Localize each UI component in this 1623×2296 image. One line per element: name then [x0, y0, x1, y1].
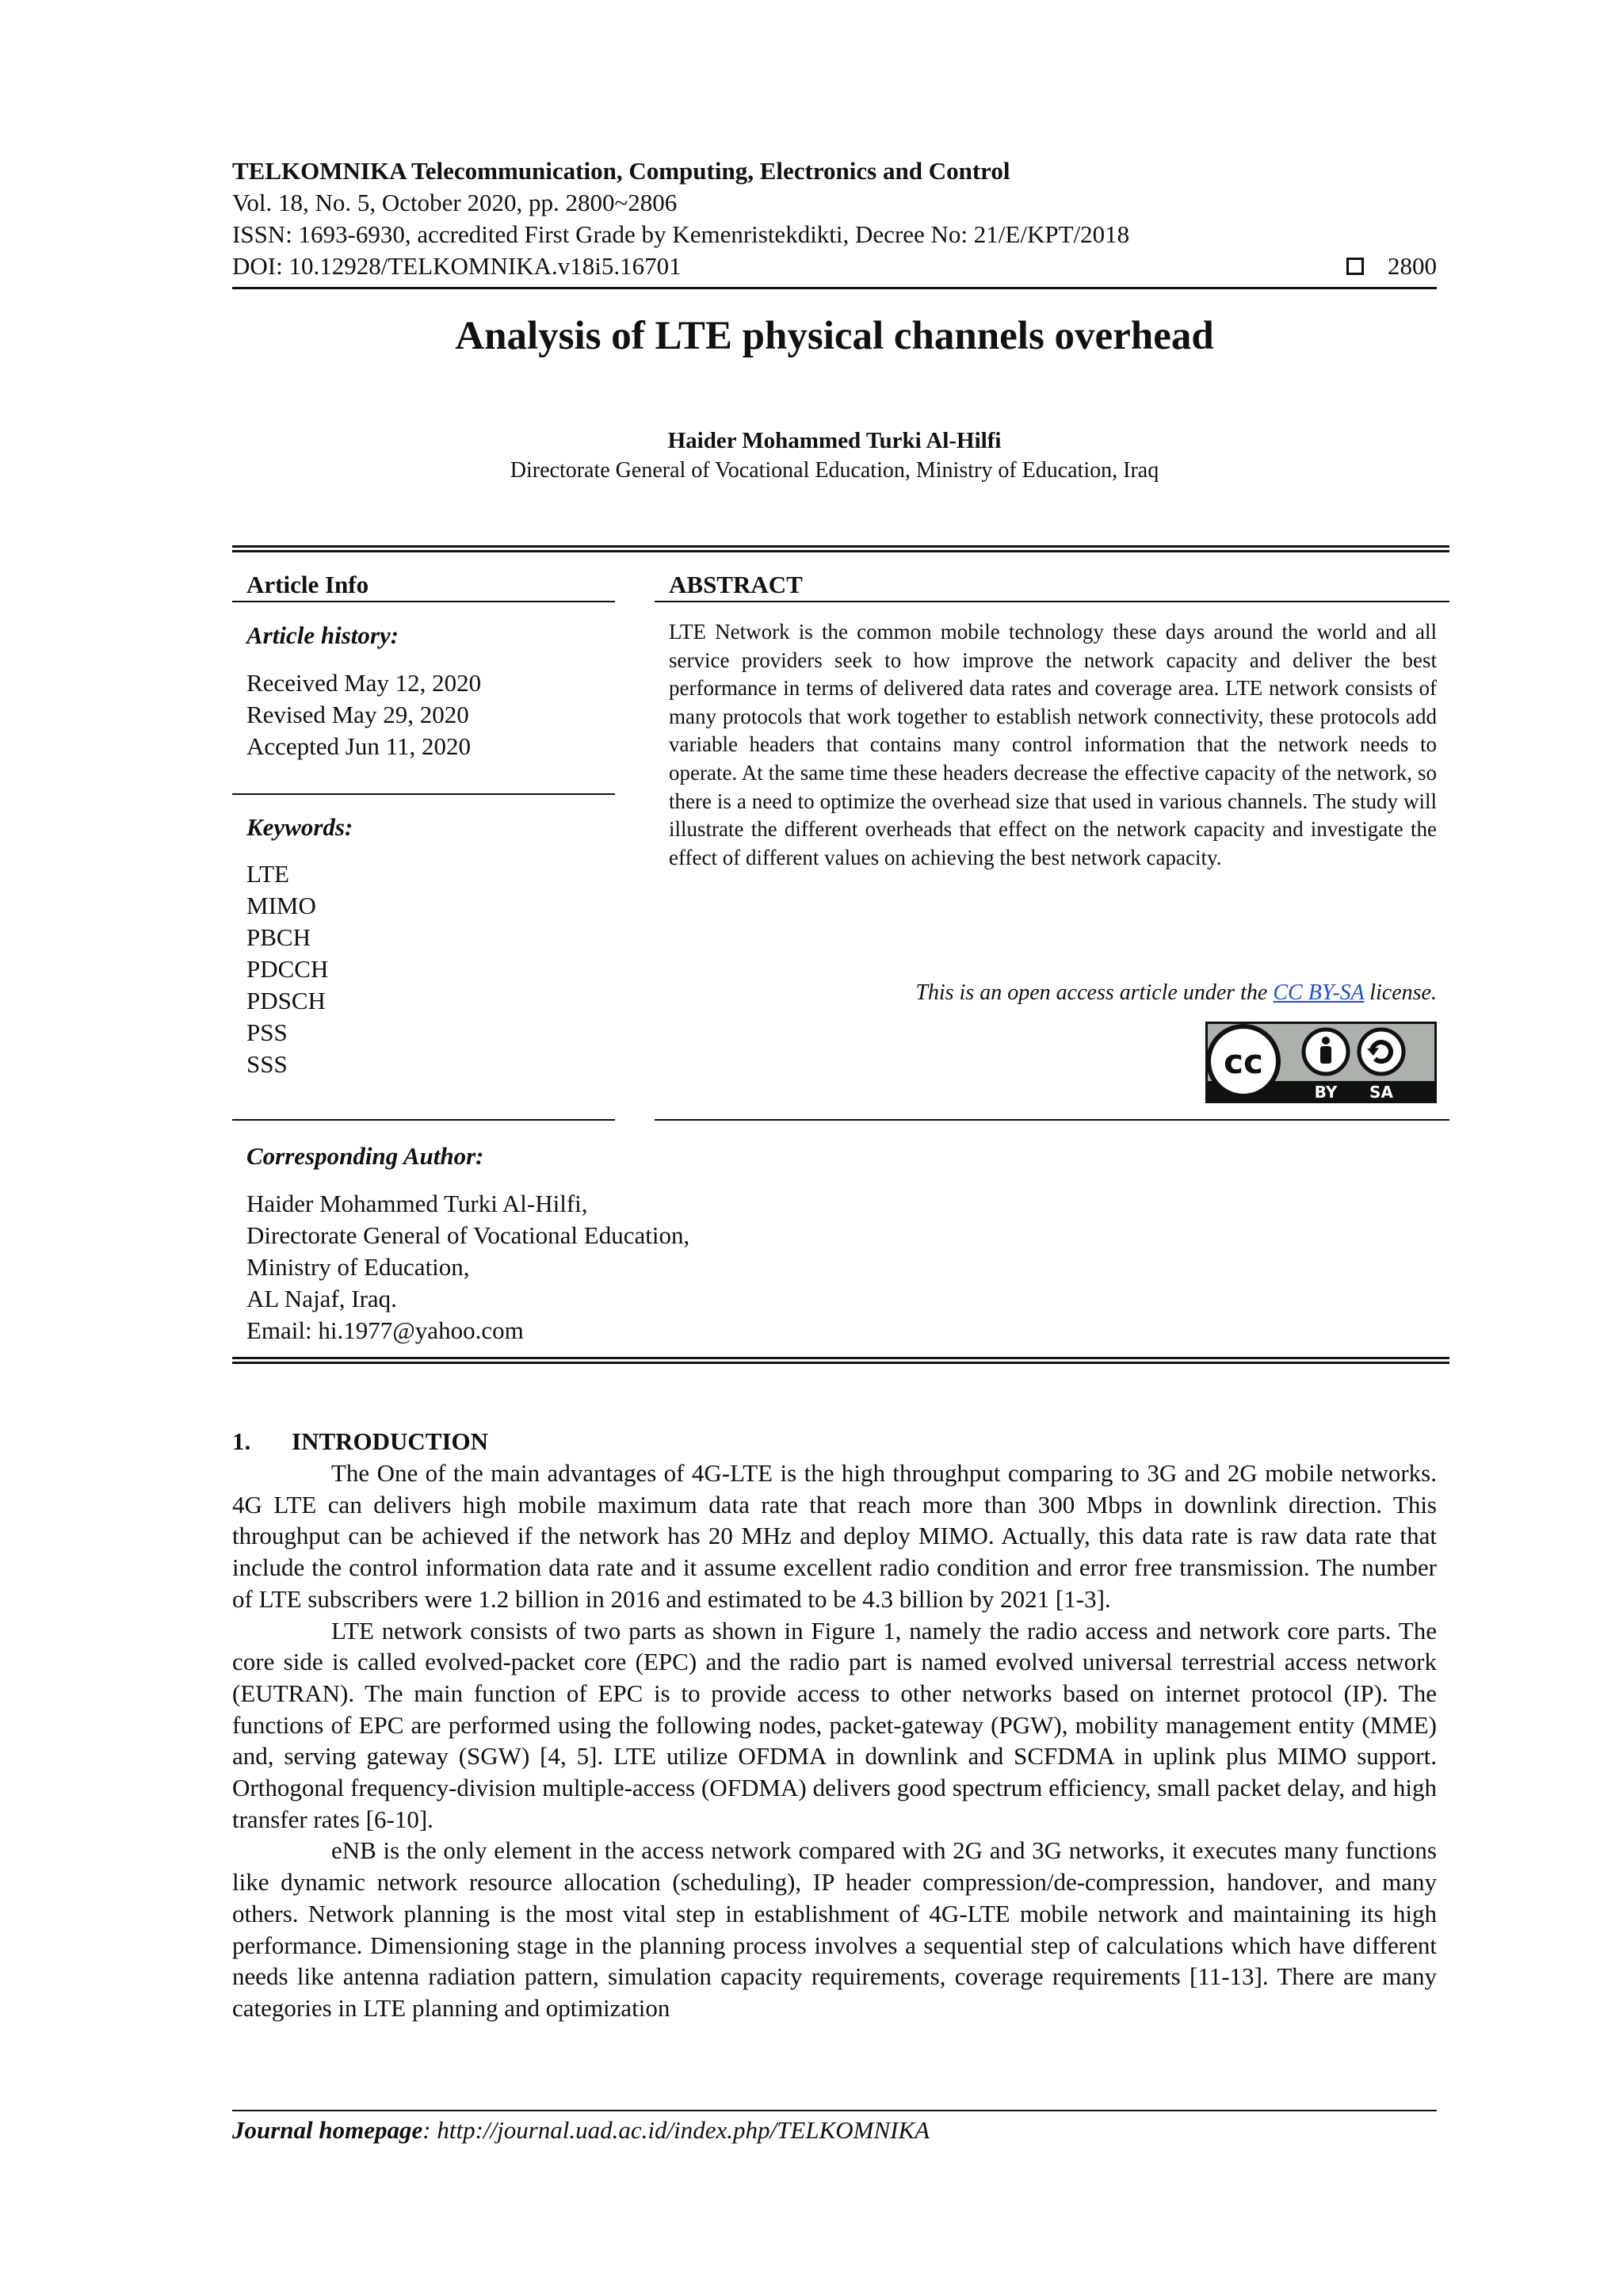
- journal-issn: ISSN: 1693-6930, accredited First Grade by Kemenristekdikti, Decree No: 21/E/KPT/2018: [232, 220, 1130, 248]
- corresponding-author-details: [232, 1188, 1025, 1347]
- journal-name: TELKOMNIKA Telecommunication, Computing, Electronics and Control: [232, 157, 1010, 185]
- history-rule: [232, 793, 615, 795]
- article-info-heading: Article Info: [246, 571, 369, 598]
- body-paragraph: LTE network consists of two parts as shown in Figure 1, namely the radio access and network core parts. The core side is called evolved-packet core (EPC) and the radio part is named evolved universal terrestrial access network (EUTRAN). The main function of EPC is to provide access to other networks based on internet protocol (IP). The functions of EPC are performed using the following nodes, packet-gateway (PGW), mobility management entity (MME) and, serving gateway (SGW) [4, 5]. LTE utilize OFDMA in downlink and SCFDMA in uplink plus MIMO support. Orthogonal frequency-division multiple-access (OFDMA) delivers good spectrum efficiency, small packet delay, and high transfer rates [6-10].: [232, 1616, 1437, 1833]
- keyword-item: LTE: [246, 860, 289, 888]
- abstract-bottom-rule: [655, 1119, 1449, 1121]
- footer-rule: [232, 2110, 1437, 2111]
- license-prefix: This is an open access article under the: [915, 980, 1274, 1005]
- keyword-item: PSS: [246, 1018, 288, 1046]
- corresponding-email: Email: hi.1977@yahoo.com: [246, 1316, 524, 1344]
- by-icon: [1304, 1030, 1348, 1074]
- journal-header: [232, 155, 1437, 282]
- keywords-heading: Keywords:: [246, 813, 353, 841]
- keyword-item: SSS: [246, 1050, 288, 1078]
- paper-title: Analysis of LTE physical channels overhead: [455, 314, 1214, 358]
- license-suffix: license.: [1364, 980, 1437, 1005]
- corresponding-ministry: Ministry of Education,: [246, 1253, 470, 1281]
- corresponding-name: Haider Mohammed Turki Al-Hilfi,: [246, 1190, 588, 1217]
- author-affiliation: Directorate General of Vocational Education, Ministry of Education, Iraq: [510, 458, 1159, 483]
- body-paragraph: eNB is the only element in the access network compared with 2G and 3G networks, it executes many functions like dynamic network resource allocation (scheduling), IP header compression/de-compression, handover, and many others. Network planning is the most vital step in establishment of 4G-LTE mobile network and maintaining its high performance. Dimensioning stage in the planning process involves a sequential step of calculations which have different needs like antenna radiation pattern, simulation capacity requirements, coverage requirements [11-13]. There are many categories in LTE planning and optimization: [232, 1836, 1437, 2022]
- cc-badge-svg: [1205, 1022, 1437, 1103]
- corresponding-directorate: Directorate General of Vocational Education,: [246, 1221, 690, 1249]
- page-number-box: [1346, 250, 1437, 282]
- keywords-rule: [232, 1119, 615, 1121]
- badge-by-label: BY: [1314, 1083, 1338, 1102]
- license-link[interactable]: CC BY-SA: [1273, 980, 1365, 1005]
- history-received: Received May 12, 2020: [246, 669, 482, 697]
- page-number: 2800: [1388, 252, 1437, 280]
- introduction-body: [232, 1457, 1437, 2024]
- body-paragraph: The One of the main advantages of 4G-LTE is the high throughput comparing to 3G and 2G mobile networks. 4G LTE can delivers high mobile maximum data rate that reach more than 300 Mbps in downlink direction. This throughput can be achieved if the network has 20 MHz and deploy MIMO. Actually, this data rate is raw data rate that include the control information data rate and it assume excellent radio condition and error free transmission. The number of LTE subscribers were 1.2 billion in 2016 and estimated to be 4.3 billion by 2021 [1-3].: [232, 1459, 1437, 1613]
- keyword-item: PBCH: [246, 923, 311, 951]
- abstract-rule: [655, 601, 1449, 602]
- corresponding-city: AL Najaf, Iraq.: [246, 1285, 397, 1312]
- abstract-heading: ABSTRACT: [669, 571, 803, 598]
- keywords-list: [232, 858, 615, 1080]
- author-name: Haider Mohammed Turki Al-Hilfi: [667, 428, 1002, 453]
- journal-volume: Vol. 18, No. 5, October 2020, pp. 2800~2806: [232, 189, 678, 216]
- footer-label: Journal homepage: [232, 2116, 423, 2144]
- journal-doi: DOI: 10.12928/TELKOMNIKA.v18i5.16701: [232, 252, 682, 280]
- keyword-item: PDSCH: [246, 987, 326, 1014]
- history-revised: Revised May 29, 2020: [246, 701, 469, 728]
- corresponding-author-heading: Corresponding Author:: [246, 1142, 484, 1170]
- article-history-heading: Article history:: [246, 621, 399, 649]
- history-accepted: Accepted Jun 11, 2020: [246, 732, 471, 760]
- sa-icon: [1359, 1030, 1403, 1074]
- article-info-rule: [232, 601, 615, 602]
- info-box-top-rule: [232, 545, 1449, 552]
- license-statement: [669, 979, 1437, 1007]
- cc-icon-text: cc: [1224, 1042, 1263, 1081]
- article-history-list: [232, 667, 615, 762]
- square-icon: [1346, 258, 1364, 275]
- doi-row: [232, 250, 1437, 282]
- badge-sa-label: SA: [1369, 1083, 1393, 1102]
- section-title: INTRODUCTION: [292, 1427, 489, 1455]
- section-number: 1.: [232, 1427, 251, 1455]
- introduction-heading: [232, 1426, 488, 1457]
- footer-url[interactable]: : http://journal.uad.ac.id/index.php/TELKOMNIKA: [422, 2116, 930, 2144]
- header-rule: [232, 287, 1437, 289]
- cc-icon: [1209, 1026, 1278, 1096]
- keyword-item: MIMO: [246, 892, 316, 919]
- keyword-item: PDCCH: [246, 955, 329, 983]
- info-box-bottom-rule: [232, 1357, 1449, 1364]
- journal-homepage-footer: [232, 2115, 930, 2146]
- cc-by-sa-badge: [1205, 1022, 1437, 1103]
- abstract-text: LTE Network is the common mobile technology these days around the world and all service providers seek to how improve the network capacity and deliver the best performance in terms of delivered data rates and coverage area. LTE network consists of many protocols that work together to establish network connectivity, these protocols add variable headers that contains many control information that the network needs to operate. At the same time these headers decrease the effective capacity of the network, so there is a need to optimize the overhead size that used in various channels. The study will illustrate the different overheads that effect on the network capacity and investigate the effect of different values on achieving the best network capacity.: [669, 620, 1437, 869]
